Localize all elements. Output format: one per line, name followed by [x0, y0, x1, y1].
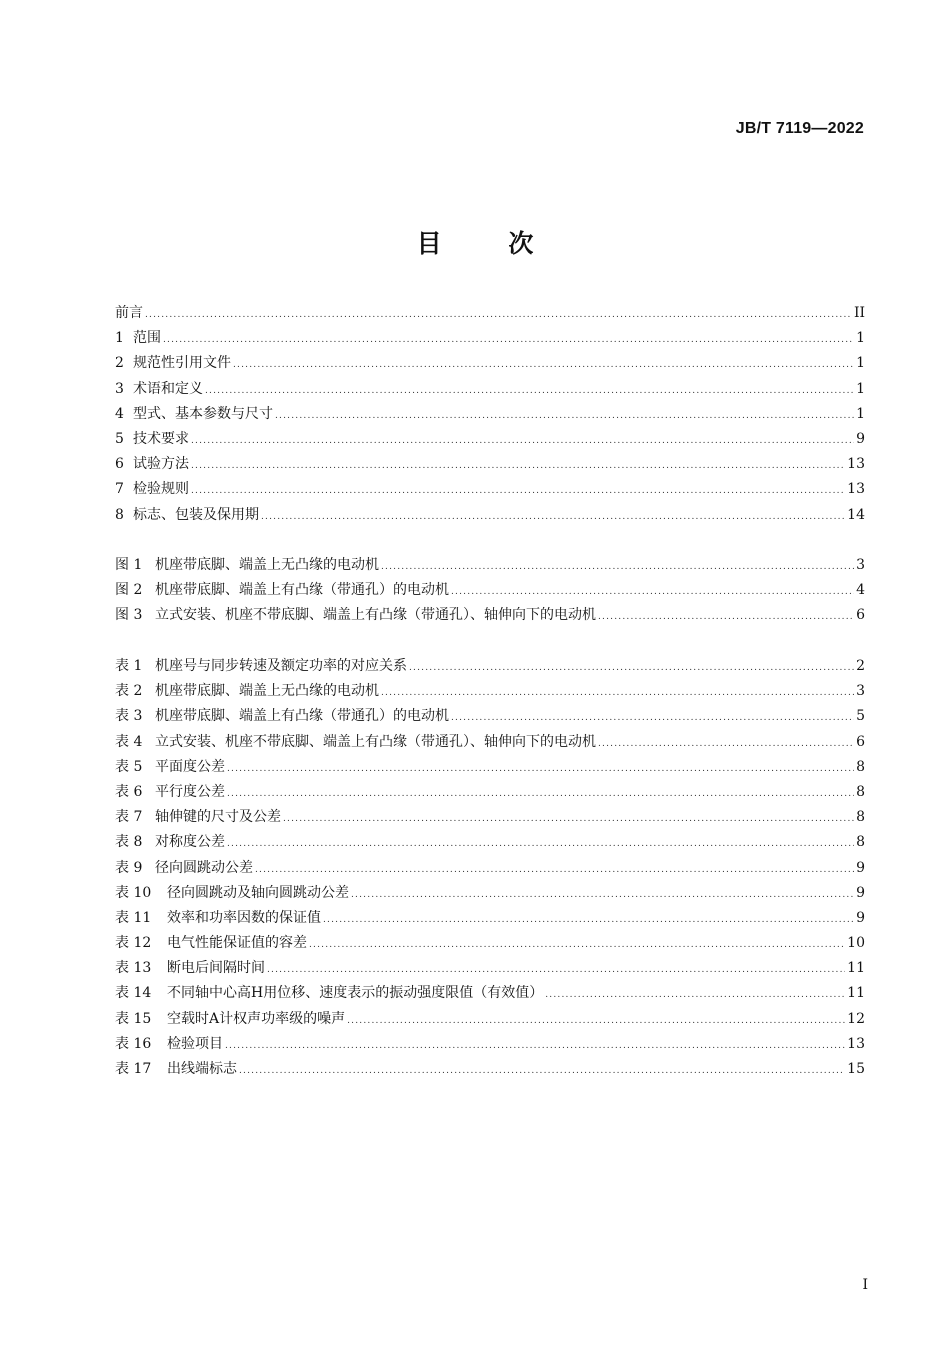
toc-entry-page: 9 — [856, 430, 865, 447]
toc-entry[interactable] — [115, 830, 865, 855]
toc-entry-title: 径向圆跳动及轴向圆跳动公差 — [167, 884, 349, 901]
toc-entry-title: 型式、基本参数与尺寸 — [133, 405, 273, 422]
toc-entry[interactable] — [115, 503, 865, 528]
dot-leader — [381, 681, 854, 706]
toc-entry-page: 15 — [847, 1061, 865, 1077]
toc-entry[interactable] — [115, 931, 865, 956]
toc-entry-number: 表 9 — [115, 859, 143, 876]
toc-entry-number: 表 11 — [115, 909, 152, 926]
dot-leader — [598, 605, 854, 630]
toc-entry-title: 检验项目 — [167, 1035, 223, 1052]
toc-entry-label — [115, 881, 349, 906]
toc-entry-page: 9 — [856, 859, 865, 876]
toc-entry-label — [115, 780, 225, 805]
toc-entry-number: 7 — [115, 481, 124, 498]
toc-entry-title: 机座带底脚、端盖上无凸缘的电动机 — [155, 683, 379, 700]
toc-entry[interactable] — [115, 906, 865, 931]
dot-leader — [255, 858, 854, 883]
toc-entry-label — [115, 906, 321, 931]
toc-entry-page: 13 — [847, 481, 865, 498]
toc-entry-label — [115, 377, 203, 402]
toc-entry-label — [115, 730, 596, 755]
toc-entry-number: 表 1 — [115, 658, 143, 674]
dot-leader — [227, 832, 854, 857]
dot-leader — [545, 983, 845, 1008]
toc-entry[interactable] — [115, 351, 865, 376]
toc-entry-title: 范围 — [133, 330, 161, 347]
toc-chapters — [115, 301, 865, 528]
toc-entry-title: 机座号与同步转速及额定功率的对应关系 — [155, 658, 407, 674]
toc-entry-page: 13 — [847, 1035, 865, 1052]
toc-entry-page: 14 — [847, 506, 865, 523]
toc-entry-label — [115, 427, 189, 452]
toc-entry-page: 3 — [856, 557, 865, 573]
toc-entry-page: 1 — [856, 380, 865, 397]
toc-entry-label — [115, 830, 225, 855]
toc-entry-label — [115, 503, 259, 528]
toc-entry-title: 标志、包装及保用期 — [133, 506, 259, 523]
toc-entry-label — [115, 805, 281, 830]
toc-entry-title: 径向圆跳动公差 — [155, 859, 253, 876]
toc-entry[interactable] — [115, 704, 865, 729]
toc-entry-title: 立式安装、机座不带底脚、端盖上有凸缘（带通孔）、轴伸向下的电动机 — [155, 733, 596, 750]
toc-entry-label — [115, 402, 273, 427]
toc-entry-label — [115, 856, 253, 881]
toc-entry-title: 检验规则 — [133, 481, 189, 498]
toc-entry-number: 表 8 — [115, 834, 143, 851]
toc-entry[interactable] — [115, 427, 865, 452]
toc-entry-page: 8 — [856, 834, 865, 851]
toc-entry-page: II — [853, 305, 865, 321]
dot-leader — [191, 454, 845, 479]
dot-leader — [283, 807, 854, 832]
toc-entry-label — [115, 654, 407, 679]
toc-entry-title: 术语和定义 — [133, 380, 203, 397]
toc-entry-page: 1 — [856, 405, 865, 422]
toc-entry-number: 图 2 — [115, 582, 143, 599]
toc-entry-page: 1 — [856, 330, 865, 347]
dot-leader — [267, 958, 845, 983]
toc-entry-number: 6 — [115, 456, 124, 473]
dot-leader — [191, 429, 854, 454]
toc-entry-title: 平面度公差 — [155, 758, 225, 775]
toc-entry[interactable] — [115, 956, 865, 981]
toc-entry-title: 对称度公差 — [155, 834, 225, 851]
toc-entry-label — [115, 981, 543, 1006]
toc-entry-number: 表 10 — [115, 884, 152, 901]
toc-entry-label — [115, 1032, 223, 1057]
dot-leader — [347, 1009, 845, 1034]
toc-entry[interactable] — [115, 755, 865, 780]
toc-entry-page: 13 — [847, 456, 865, 473]
toc-entry[interactable] — [115, 578, 865, 603]
toc-entry[interactable] — [115, 1032, 865, 1057]
dot-leader — [163, 328, 854, 353]
toc-entry-label — [115, 477, 189, 502]
toc-entry[interactable] — [115, 477, 865, 502]
toc-entry-page: 8 — [856, 758, 865, 775]
toc-entry-label — [115, 351, 231, 376]
toc-entry-page: 11 — [847, 960, 865, 977]
dot-leader — [598, 732, 854, 757]
toc-entry[interactable] — [115, 730, 865, 755]
toc-tables — [115, 654, 865, 1082]
toc-entry-number: 图 1 — [115, 557, 143, 573]
dot-leader — [227, 782, 854, 807]
toc-entry-title: 断电后间隔时间 — [167, 960, 265, 977]
toc-entry-label — [115, 1057, 237, 1082]
toc-entry-label — [115, 755, 225, 780]
dot-leader — [351, 883, 854, 908]
toc-entry[interactable] — [115, 805, 865, 830]
toc-entry-page: 8 — [856, 809, 865, 826]
toc-entry-label — [115, 679, 379, 704]
toc-entry-number: 表 6 — [115, 783, 143, 800]
toc-entry-title: 前言 — [115, 305, 143, 321]
toc-entry-page: 3 — [856, 683, 865, 700]
toc-entry[interactable] — [115, 603, 865, 628]
dot-leader — [381, 555, 854, 580]
toc-entry[interactable] — [115, 780, 865, 805]
page-number: I — [862, 1277, 868, 1293]
toc-entry-number: 表 13 — [115, 960, 152, 977]
toc-entry-number: 表 14 — [115, 985, 152, 1002]
toc-entry-title: 立式安装、机座不带底脚、端盖上有凸缘（带通孔）、轴伸向下的电动机 — [155, 607, 596, 624]
toc-entry-number: 8 — [115, 506, 124, 523]
toc-entry-title: 平行度公差 — [155, 783, 225, 800]
dot-leader — [239, 1059, 845, 1084]
toc-entry-number: 表 2 — [115, 683, 143, 700]
toc-entry-number: 表 17 — [115, 1061, 152, 1077]
toc-entry-label — [115, 956, 265, 981]
toc-entry[interactable] — [115, 654, 865, 679]
dot-leader — [145, 303, 852, 328]
dot-leader — [309, 933, 845, 958]
dot-leader — [323, 908, 854, 933]
toc-entry-title: 机座带底脚、端盖上无凸缘的电动机 — [155, 557, 379, 573]
toc-entry-label — [115, 553, 379, 578]
toc-entry[interactable] — [115, 452, 865, 477]
toc-entry-label — [115, 931, 307, 956]
toc-entry-title: 不同轴中心高H用位移、速度表示的振动强度限值（有效值） — [167, 985, 544, 1002]
dot-leader — [409, 656, 854, 681]
toc-entry-page: 6 — [856, 733, 865, 750]
dot-leader — [261, 505, 845, 530]
toc-figures — [115, 553, 865, 629]
toc-entry-number: 2 — [115, 355, 124, 372]
toc-entry-number: 图 3 — [115, 607, 143, 624]
toc-entry-title: 电气性能保证值的容差 — [167, 935, 307, 952]
toc-entry-number: 表 12 — [115, 935, 152, 952]
toc-entry-number: 表 16 — [115, 1035, 152, 1052]
toc-entry-page: 6 — [856, 607, 865, 624]
toc-entry[interactable] — [115, 553, 865, 578]
dot-leader — [227, 757, 854, 782]
toc-entry-title: 技术要求 — [133, 430, 189, 447]
toc-entry[interactable] — [115, 326, 865, 351]
dot-leader — [275, 404, 854, 429]
toc-entry-title: 规范性引用文件 — [133, 355, 231, 372]
toc-entry-number: 表 15 — [115, 1010, 152, 1027]
page-title: 目 次 — [416, 229, 534, 258]
toc-entry-title: 机座带底脚、端盖上有凸缘（带通孔）的电动机 — [155, 708, 449, 725]
toc-entry-title: 出线端标志 — [167, 1061, 237, 1077]
dot-leader — [451, 580, 854, 605]
toc-entry-number: 5 — [115, 430, 124, 447]
dot-leader — [205, 379, 854, 404]
toc-entry-title: 效率和功率因数的保证值 — [167, 909, 321, 926]
toc-entry-page: 4 — [856, 582, 865, 599]
toc-entry[interactable] — [115, 881, 865, 906]
toc-entry-page: 9 — [856, 909, 865, 926]
toc-entry-page: 10 — [847, 935, 865, 952]
toc-entry-label — [115, 704, 449, 729]
toc-entry-label — [115, 452, 189, 477]
toc-entry-title: 空载时A计权声功率级的噪声 — [167, 1010, 346, 1027]
standard-number: JB/T 7119—2022 — [735, 120, 864, 137]
toc-entry[interactable] — [115, 1057, 865, 1082]
toc-entry-number: 4 — [115, 405, 124, 422]
toc-entry[interactable] — [115, 301, 865, 326]
toc-entry-label — [115, 1007, 345, 1032]
toc-entry-label — [115, 301, 143, 326]
toc-entry-page: 5 — [856, 708, 865, 725]
dot-leader — [191, 479, 845, 504]
toc-entry[interactable] — [115, 1007, 865, 1032]
toc-entry[interactable] — [115, 679, 865, 704]
toc-entry-title: 试验方法 — [133, 456, 189, 473]
toc-entry-label — [115, 578, 449, 603]
toc-entry-number: 表 3 — [115, 708, 143, 725]
dot-leader — [451, 706, 854, 731]
toc-entry-label — [115, 603, 596, 628]
toc-entry-number: 表 7 — [115, 809, 143, 826]
toc-entry-page: 2 — [856, 658, 865, 674]
toc-entry[interactable] — [115, 402, 865, 427]
toc-entry-page: 9 — [856, 884, 865, 901]
dot-leader — [233, 353, 854, 378]
toc-entry-number: 1 — [115, 330, 124, 347]
toc-entry-title: 轴伸键的尺寸及公差 — [155, 809, 281, 826]
dot-leader — [225, 1034, 845, 1059]
toc-entry-label — [115, 326, 161, 351]
toc-entry[interactable] — [115, 981, 865, 1006]
toc-entry[interactable] — [115, 377, 865, 402]
toc-entry-number: 表 5 — [115, 758, 143, 775]
toc-entry-page: 1 — [856, 355, 865, 372]
toc-entry-page: 12 — [847, 1010, 865, 1027]
toc-entry-page: 8 — [856, 783, 865, 800]
toc-entry-number: 表 4 — [115, 733, 143, 750]
toc-entry-page: 11 — [847, 985, 865, 1002]
toc-entry-number: 3 — [115, 380, 124, 397]
toc-entry[interactable] — [115, 856, 865, 881]
toc-entry-title: 机座带底脚、端盖上有凸缘（带通孔）的电动机 — [155, 582, 449, 599]
